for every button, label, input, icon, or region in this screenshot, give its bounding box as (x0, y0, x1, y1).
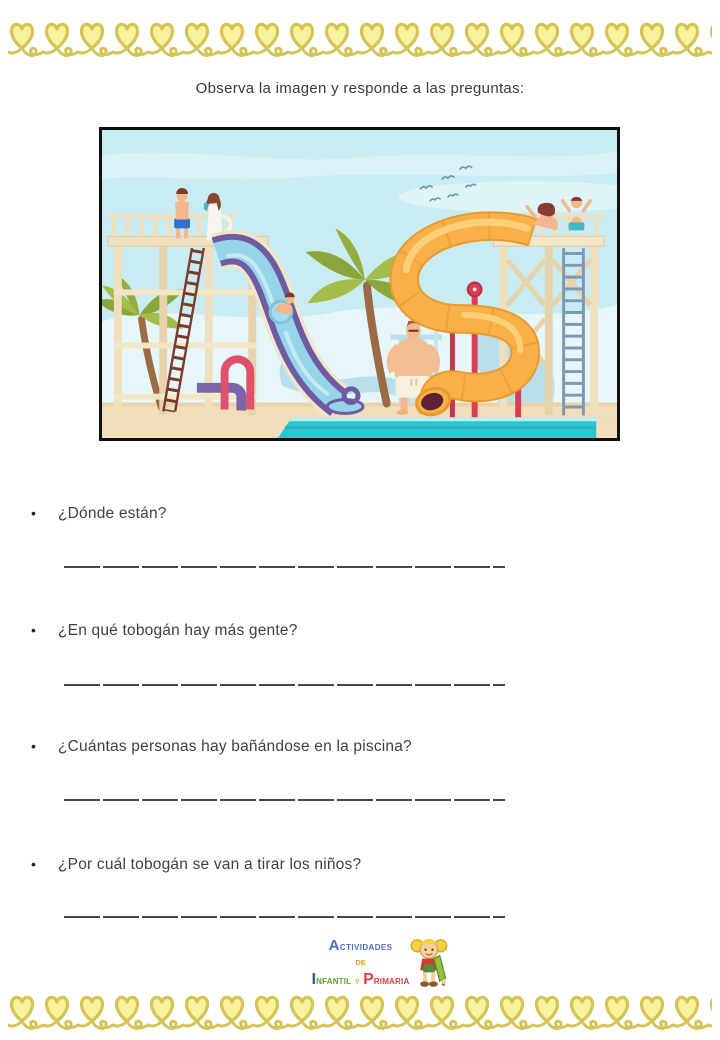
question-4-label: ¿Por cuál tobogán se van a tirar los niños? (58, 856, 362, 873)
worksheet-image-frame (99, 127, 620, 441)
question-3-label: ¿Cuántas personas hay bañándose en la piscina? (58, 738, 412, 755)
logo-line-actividades: Actividades (328, 937, 393, 954)
answer-line-3 (64, 799, 505, 801)
question-2-label: ¿En qué tobogán hay más gente? (58, 622, 298, 639)
bullet: • (31, 505, 36, 521)
bullet: • (31, 622, 36, 638)
heart-doodle-border-bottom (8, 993, 712, 1035)
water-park-illustration (102, 130, 617, 438)
logo-girl-with-pencil-icon (409, 935, 449, 990)
bullet: • (31, 738, 36, 754)
question-1-label: ¿Dónde están? (58, 505, 167, 522)
logo-line-infantil-primaria: Infantil y Primaria (311, 970, 410, 988)
pool (278, 417, 617, 438)
answer-line-4 (64, 916, 505, 918)
answer-line-1 (64, 566, 505, 568)
page-title: Observa la imagen y responde a las preguntas: (195, 80, 525, 97)
answer-line-2 (64, 684, 505, 686)
sand-right-of-pool (596, 417, 617, 438)
logo-line-de: de (355, 956, 366, 968)
bullet: • (31, 856, 36, 872)
heart-doodle-border-top (8, 20, 712, 62)
